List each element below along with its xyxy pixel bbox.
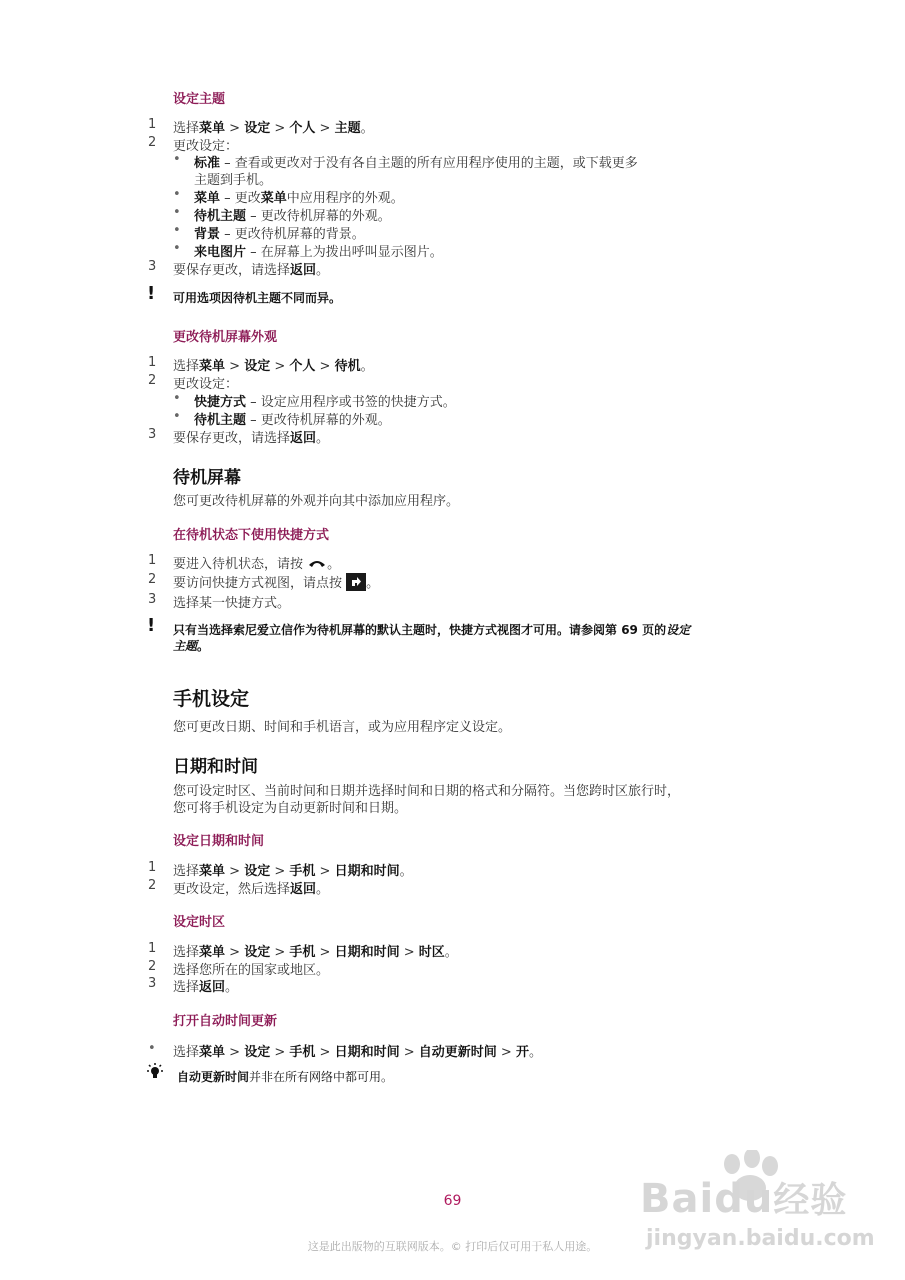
step-text xyxy=(173,976,238,995)
menu-path-item: 时区 xyxy=(418,945,445,960)
term: 待机主题 xyxy=(194,413,247,428)
menu-path-item: 手机 xyxy=(289,945,316,960)
shortcut-arrow-icon xyxy=(346,573,366,595)
text: 要访问快捷方式视图，请点按 xyxy=(173,576,343,591)
bullet-icon: • xyxy=(173,187,181,202)
text: 。 xyxy=(316,263,330,278)
text: 选择 xyxy=(173,945,200,960)
note-exclamation-icon: ! xyxy=(147,615,156,636)
paragraph: 您可更改待机屏幕的外观并向其中添加应用程序。 xyxy=(173,494,460,509)
step-text: 选择您所在的国家或地区。 xyxy=(173,963,330,978)
separator: > xyxy=(496,1045,516,1060)
step-number: 3 xyxy=(148,259,157,274)
step-text xyxy=(173,427,329,446)
bullet-icon: • xyxy=(173,391,181,406)
bullet-text xyxy=(194,391,456,410)
note-exclamation-icon: ! xyxy=(147,283,156,304)
separator: > xyxy=(399,945,419,960)
text: 。 xyxy=(444,945,458,960)
heading-standby-screen: 待机屏幕 xyxy=(173,468,241,488)
text: 选择 xyxy=(173,121,200,136)
step-text xyxy=(173,860,413,879)
watermark-brand xyxy=(640,1172,847,1223)
section-title-auto-time-update: 打开自动时间更新 xyxy=(173,1014,278,1029)
text: 。 xyxy=(316,431,330,446)
text: 。 xyxy=(197,639,210,653)
step-number: 2 xyxy=(148,135,157,150)
step-number: 3 xyxy=(148,976,157,991)
menu-path-item: 返回 xyxy=(290,882,317,897)
term: 自动更新时间 xyxy=(177,1070,250,1084)
text: 选择 xyxy=(173,864,200,879)
step-number: 1 xyxy=(148,553,157,568)
section-title-set-timezone: 设定时区 xyxy=(173,915,226,930)
text: 要保存更改，请选择 xyxy=(173,431,291,446)
bullet-text-continued: 主题到手机。 xyxy=(194,173,273,188)
text: 。 xyxy=(528,1045,542,1060)
separator: > xyxy=(315,1045,335,1060)
tip-lightbulb-icon xyxy=(145,1063,165,1085)
step-number: 1 xyxy=(148,860,157,875)
text: 作为待机屏幕的默认主题时，快捷方式视图才可用。请参阅第 69 页的 xyxy=(293,623,667,637)
paragraph: 您可设定时区、当前时间和日期并选择时间和日期的格式和分隔符。当您跨时区旅行时， xyxy=(173,784,681,799)
term: 来电图片 xyxy=(194,245,247,260)
step-number: 2 xyxy=(148,959,157,974)
watermark-brand-part: Bai xyxy=(640,1176,715,1222)
baidu-watermark xyxy=(640,1150,880,1260)
cross-reference-link: 设定 xyxy=(666,623,691,637)
step-text xyxy=(173,878,329,897)
menu-path-item: 待机 xyxy=(334,359,361,374)
text: – 更改待机屏幕的外观。 xyxy=(246,209,391,224)
menu-path-item: 菜单 xyxy=(199,121,226,136)
text: – 在屏幕上为拨出呼叫显示图片。 xyxy=(246,245,443,260)
separator: > xyxy=(315,945,335,960)
step-text: 更改设定： xyxy=(173,377,239,392)
term: 菜单 xyxy=(194,191,221,206)
menu-path-item: 菜单 xyxy=(199,359,226,374)
step-text xyxy=(173,1041,542,1060)
bullet-text xyxy=(194,223,365,242)
separator: > xyxy=(225,945,245,960)
term: 索尼爱立信 xyxy=(233,623,294,637)
separator: > xyxy=(270,945,290,960)
step-text xyxy=(173,553,340,573)
text: 选择 xyxy=(173,359,200,374)
step-number: 3 xyxy=(148,427,157,442)
text: 选择 xyxy=(173,1045,200,1060)
step-number: 2 xyxy=(148,878,157,893)
note-text-continued xyxy=(173,637,209,654)
text: 更改设定，然后选择 xyxy=(173,882,291,897)
text: 。 xyxy=(360,359,374,374)
menu-path-item: 手机 xyxy=(289,864,316,879)
text: 。 xyxy=(360,121,374,136)
step-text xyxy=(173,259,329,278)
separator: > xyxy=(270,121,290,136)
text: – 更改待机屏幕的背景。 xyxy=(220,227,365,242)
separator: > xyxy=(270,359,290,374)
text: 要保存更改，请选择 xyxy=(173,263,291,278)
menu-path-item: 返回 xyxy=(290,263,317,278)
paragraph: 您可更改日期、时间和手机语言，或为应用程序定义设定。 xyxy=(173,720,512,735)
section-title-shortcuts: 在待机状态下使用快捷方式 xyxy=(173,528,330,543)
heading-phone-settings: 手机设定 xyxy=(173,688,250,710)
menu-path-item: 设定 xyxy=(244,121,271,136)
separator: > xyxy=(225,1045,245,1060)
page-number: 69 xyxy=(443,1193,462,1209)
bullet-icon: • xyxy=(173,152,181,167)
text: – 更改 xyxy=(220,191,261,206)
separator: > xyxy=(315,121,335,136)
bullet-text xyxy=(194,205,391,224)
tip-text xyxy=(177,1068,393,1085)
menu-path-item: 手机 xyxy=(289,1045,316,1060)
text: 。 xyxy=(327,557,341,572)
note-text: 可用选项因待机主题不同而异。 xyxy=(173,291,342,305)
separator: > xyxy=(315,864,335,879)
copyright-notice: 这是此出版物的互联网版本。© 打印后仅可用于私人用途。 xyxy=(307,1240,598,1253)
bullet-text xyxy=(194,241,443,260)
bullet-icon: • xyxy=(173,205,181,220)
step-number: 1 xyxy=(148,941,157,956)
step-text xyxy=(173,117,374,136)
term: 待机主题 xyxy=(194,209,247,224)
watermark-cn: 经验 xyxy=(773,1180,848,1221)
bullet-text xyxy=(194,187,404,206)
menu-path-item: 日期和时间 xyxy=(334,945,400,960)
text: 选择 xyxy=(173,980,200,995)
bullet-icon: • xyxy=(148,1041,156,1056)
cross-reference-link: 主题 xyxy=(173,639,198,653)
bullet-icon: • xyxy=(173,409,181,424)
separator: > xyxy=(270,1045,290,1060)
menu-path-item: 设定 xyxy=(244,359,271,374)
bullet-icon: • xyxy=(173,241,181,256)
section-title-standby-appearance: 更改待机屏幕外观 xyxy=(173,330,278,345)
step-number: 3 xyxy=(148,592,157,607)
text: 只有当选择 xyxy=(173,623,234,637)
text: – 设定应用程序或书签的快捷方式。 xyxy=(246,395,456,410)
separator: > xyxy=(399,1045,419,1060)
separator: > xyxy=(225,359,245,374)
text: – 查看或更改对于没有各自主题的所有应用程序使用的主题，或下载更多 xyxy=(220,156,638,171)
separator: > xyxy=(270,864,290,879)
note-text xyxy=(173,621,690,638)
step-text xyxy=(173,355,374,374)
section-title-set-date-time: 设定日期和时间 xyxy=(173,834,265,849)
text: 并非在所有网络中都可用。 xyxy=(249,1070,394,1084)
text: 。 xyxy=(316,882,330,897)
menu-path-item: 菜单 xyxy=(199,864,226,879)
heading-date-time: 日期和时间 xyxy=(173,757,258,777)
step-number: 2 xyxy=(148,572,157,587)
bullet-text xyxy=(194,409,391,428)
menu-path-item: 自动更新时间 xyxy=(418,1045,497,1060)
text: 。 xyxy=(366,576,380,591)
term: 标准 xyxy=(194,156,221,171)
paragraph-continued: 您可将手机设定为自动更新时间和日期。 xyxy=(173,801,408,816)
text: 。 xyxy=(399,864,413,879)
term: 背景 xyxy=(194,227,221,242)
step-text xyxy=(173,941,458,960)
step-number: 1 xyxy=(148,355,157,370)
menu-path-item: 个人 xyxy=(289,121,316,136)
separator: > xyxy=(315,359,335,374)
menu-path-item: 日期和时间 xyxy=(334,864,400,879)
menu-path-item: 主题 xyxy=(334,121,361,136)
separator: > xyxy=(225,864,245,879)
end-call-key-icon xyxy=(307,557,327,573)
step-number: 1 xyxy=(148,117,157,132)
term: 快捷方式 xyxy=(194,395,247,410)
menu-path-item: 开 xyxy=(515,1045,529,1060)
watermark-url: jingyan.baidu.com xyxy=(646,1226,875,1251)
text: 要进入待机状态，请按 xyxy=(173,557,304,572)
text: 。 xyxy=(225,980,239,995)
text: – 更改待机屏幕的外观。 xyxy=(246,413,391,428)
term: 菜单 xyxy=(260,191,287,206)
step-number: 2 xyxy=(148,373,157,388)
step-text: 选择某一快捷方式。 xyxy=(173,596,291,611)
section-title-set-theme: 设定主题 xyxy=(173,92,226,107)
menu-path-item: 返回 xyxy=(290,431,317,446)
separator: > xyxy=(225,121,245,136)
step-text: 更改设定： xyxy=(173,139,239,154)
menu-path-item: 设定 xyxy=(244,1045,271,1060)
menu-path-item: 设定 xyxy=(244,945,271,960)
bullet-icon: • xyxy=(173,223,181,238)
menu-path-item: 设定 xyxy=(244,864,271,879)
menu-path-item: 返回 xyxy=(199,980,226,995)
menu-path-item: 个人 xyxy=(289,359,316,374)
text: 中应用程序的外观。 xyxy=(286,191,404,206)
watermark-brand-part: du xyxy=(714,1176,774,1222)
menu-path-item: 日期和时间 xyxy=(334,1045,400,1060)
menu-path-item: 菜单 xyxy=(199,945,226,960)
menu-path-item: 菜单 xyxy=(199,1045,226,1060)
